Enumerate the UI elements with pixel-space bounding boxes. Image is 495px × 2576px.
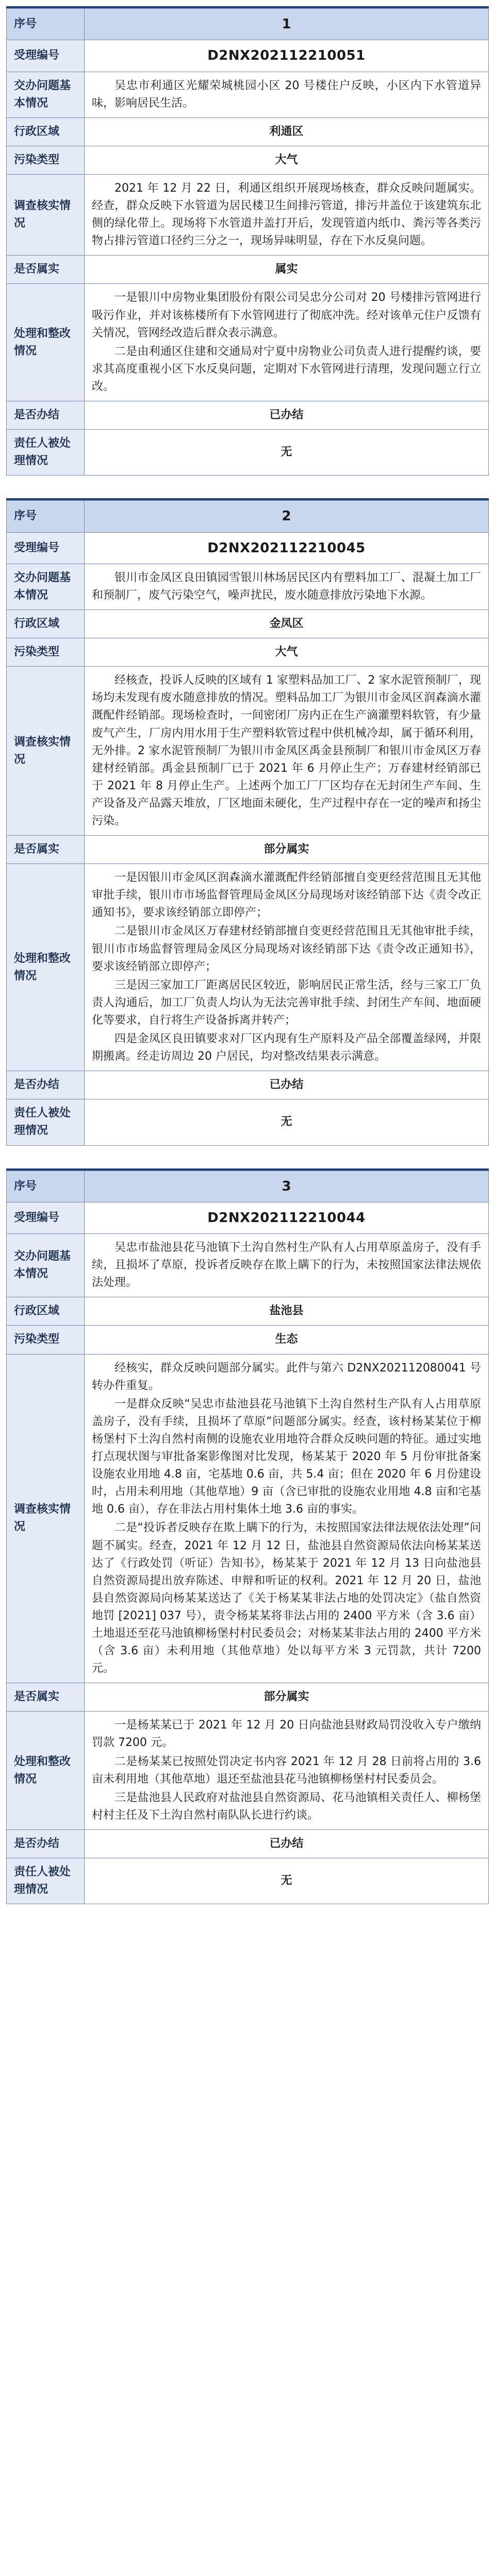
value-seq: 2 [85,501,489,532]
label-seq: 序号 [7,501,85,532]
handling-paragraph: 四是金凤区良田镇要求对厂区内现有生产原料及产品全部覆盖绿网，并限期搬离。经走访周边 20 户居民，均对整改结果表示满意。 [92,1032,481,1063]
row-code [7,1202,489,1233]
record-block [6,1168,489,1905]
row-issue [7,72,489,117]
row-pollution [7,146,489,174]
value-handling [85,284,489,401]
handling-paragraph: 三是因三家加工厂距离居民区较近，影响居民正常生活，经与三家工厂负责人沟通后，加工厂负责人均认为无法完善审批手续、封闭生产车间、地面硬化等要求，自行将生产设备拆离并转产； [92,978,481,1027]
label-issue: 交办问题基本情况 [7,72,85,117]
value-verified: 部分属实 [85,836,489,864]
row-pollution [7,1326,489,1354]
row-accountability [7,1858,489,1904]
row-district [7,1297,489,1326]
value-investigation [85,667,489,836]
label-code: 受理编号 [7,532,85,564]
value-handling [85,864,489,1071]
value-investigation [85,1354,489,1683]
issue-paragraph: 银川市金凤区良田镇园雪银川林场居民区内有塑料加工厂、混凝土加工厂和预制厂，废气污染空气，噪声扰民，废水随意排放污染地下水源。 [92,571,481,602]
label-investigation: 调查核实情况 [7,174,85,255]
row-accountability [7,1099,489,1145]
label-investigation: 调查核实情况 [7,1354,85,1683]
row-district [7,117,489,146]
label-closed: 是否办结 [7,1071,85,1099]
label-pollution: 污染类型 [7,1326,85,1354]
issue-paragraph: 吴忠市盐池县花马池镇下土沟自然村生产队有人占用草原盖房子，没有手续，且损坏了草原，投诉者反映存在欺上瞒下的行为，未按照国家法律法规依法处理。 [92,1241,481,1290]
value-handling [85,1711,489,1830]
label-issue: 交办问题基本情况 [7,564,85,609]
value-accountability: 无 [85,1858,489,1904]
handling-paragraph: 二是杨某某已按照处罚决定书内容 2021 年 12 月 28 日前将占用的 3.6 亩未利用地（其他草地）退还至盐池县花马池镇柳杨堡村村民委员会。 [92,1755,481,1786]
label-verified: 是否属实 [7,256,85,284]
value-closed: 已办结 [85,401,489,430]
label-closed: 是否办结 [7,401,85,430]
value-issue [85,72,489,117]
value-code: D2NX202112210045 [85,532,489,564]
row-closed [7,1071,489,1099]
value-issue [85,1234,489,1297]
investigation-paragraph: 一是群众反映“吴忠市盐池县花马池镇下土沟自然村生产队有人占用草原盖房子，没有手续，且损坏了草原”问题部分属实。经查，该村杨某某位于柳杨堡村下土沟自然村南侧的设施农业用地符合群众反映问题的特征。通过实地打点现状图与审批备案影像图对比发现，杨某某于 2020 年 5 月份审批备案设施农业用地 4.8 亩，宅基地 0.6 亩，共 5.4 亩；但在 2020 年 6 月份建设时，占用未利用地（其他草地）9 亩（含已审批的设施农业用地 4.8 亩和宅基地 0.6 亩），存在非法占用村集体土地 3.6 亩的事实。 [92,1397,481,1516]
investigation-paragraph: 经核实，群众反映问题部分属实。此件与第六 D2NX202112080041 号转办件重复。 [92,1361,481,1392]
records-list [6,6,489,1904]
row-code [7,40,489,72]
value-district: 盐池县 [85,1297,489,1326]
row-closed [7,401,489,430]
row-investigation [7,174,489,255]
value-district: 利通区 [85,117,489,146]
record-table [6,500,489,1145]
investigation-paragraph: 经核查，投诉人反映的区域有 1 家塑料品加工厂、2 家水泥管预制厂，现场均未发现有废水随意排放的情况。塑料品加工厂为银川市金凤区润森滴水灌溉配件经销部。现场检查时，一间密闭厂房内正在生产滴灌塑料软管，有少量废气产生，厂房内用水用于生产塑料软管过程中供机械冷却，属于循环利用，无外排。2 家水泥管预制厂为银川市金凤区禹金县预制厂和银川市金凤区万春建材经销部。禹金县预制厂已于 2021 年 6 月停止生产；万春建材经销部已于 2021 年 8 月停止生产。上述两个加工厂厂区均存在无封闭生产车间、生产设备及产品露天堆放，厂区地面未硬化，生产过程中存在一定的噪声和扬尘污染。 [92,674,481,827]
value-verified: 属实 [85,256,489,284]
row-seq [7,501,489,532]
value-issue [85,564,489,609]
label-handling: 处理和整改情况 [7,284,85,401]
label-accountability: 责任人被处理情况 [7,1858,85,1904]
label-pollution: 污染类型 [7,146,85,174]
handling-paragraph: 一是杨某某已于 2021 年 12 月 20 日向盐池县财政局罚没收入专户缴纳罚款 7200 元。 [92,1719,481,1750]
record-block [6,6,489,476]
value-pollution: 生态 [85,1326,489,1354]
value-closed: 已办结 [85,1071,489,1099]
handling-paragraph: 三是盐池县人民政府对盐池县自然资源局、花马池镇相关责任人、柳杨堡村村主任及下土沟自然村南队队长进行约谈。 [92,1791,481,1822]
row-pollution [7,638,489,667]
row-investigation [7,1354,489,1683]
value-code: D2NX202112210044 [85,1202,489,1233]
value-verified: 部分属实 [85,1683,489,1711]
label-verified: 是否属实 [7,1683,85,1711]
investigation-paragraph: 二是“投诉者反映存在欺上瞒下的行为，未按照国家法律法规依法处理”问题不属实。经查，2021 年 12 月 12 日，盐池县自然资源局依法向杨某某送达了《行政处罚（听证）告知书》，杨某某于 2021 年 12 月 13 日向盐池县自然资源局提出放弃陈述、申辩和听证的权利。2021 年 12 月 20 日，盐池县自然资源局向杨某某送达了《关于杨某某非法占地的处罚决定》（盐自然资地罚 [2021] 037 号），责令杨某某将非法占用的 2400 平方米（含 3.6 亩）土地退还至花马池镇柳杨堡村村民委员会；对杨某某非法占用的 2400 平方米（含 3.6 亩）未利用地（其他草地）处以每平方米 3 元罚款，共计 7200 元。 [92,1521,481,1675]
label-investigation: 调查核实情况 [7,667,85,836]
issue-paragraph: 吴忠市利通区光耀荣城桃园小区 20 号楼住户反映，小区内下水管道异味，影响居民生活。 [92,79,481,110]
handling-paragraph: 二是银川市金凤区万春建材经销部擅自变更经营范围且无其他审批手续，银川市市场监督管理局金凤区分局现场对该经销部下达《责令改正通知书》，要求该经销部立即停产； [92,925,481,973]
label-accountability: 责任人被处理情况 [7,1099,85,1145]
row-handling [7,1711,489,1830]
value-pollution: 大气 [85,146,489,174]
record-top-rule [6,1168,489,1905]
label-district: 行政区域 [7,610,85,638]
row-district [7,610,489,638]
value-district: 金凤区 [85,610,489,638]
label-verified: 是否属实 [7,836,85,864]
record-top-rule [6,6,489,476]
label-handling: 处理和整改情况 [7,1711,85,1830]
label-code: 受理编号 [7,1202,85,1233]
handling-paragraph: 一是银川中房物业集团股份有限公司吴忠分公司对 20 号楼排污管网进行吸污作业，并对该栋楼所有下水管网进行了彻底冲洗。经对该单元住户反馈有关情况，管网经改造后群众表示满意。 [92,291,481,340]
value-investigation [85,174,489,255]
row-verified [7,1683,489,1711]
record-table [6,1171,489,1905]
row-issue [7,1234,489,1297]
row-issue [7,564,489,609]
value-closed: 已办结 [85,1829,489,1858]
label-district: 行政区域 [7,117,85,146]
row-investigation [7,667,489,836]
value-seq: 1 [85,9,489,40]
handling-paragraph: 二是由利通区住建和交通局对宁夏中房物业公司负责人进行提醒约谈，要求其高度重视小区下水反臭问题，定期对下水管网进行清理，发现问题立行立改。 [92,345,481,393]
value-accountability: 无 [85,1099,489,1145]
investigation-paragraph: 2021 年 12 月 22 日，利通区组织开展现场核查，群众反映问题属实。经查，群众反映下水管道为居民楼卫生间排污管道，排污井盖位于该建筑东北侧的绿化带上。现场将下水管道井盖打开后，发现管道内纸巾、粪污等各类污物占排污管道口径约三分之一，现场异味明显，存在下水反臭问题。 [92,181,481,248]
row-accountability [7,430,489,476]
row-closed [7,1829,489,1858]
row-handling [7,864,489,1071]
row-verified [7,256,489,284]
value-accountability: 无 [85,430,489,476]
label-seq: 序号 [7,9,85,40]
label-seq: 序号 [7,1171,85,1202]
row-seq [7,1171,489,1202]
row-code [7,532,489,564]
handling-paragraph: 一是因银川市金凤区润森滴水灌溉配件经销部擅自变更经营范围且无其他审批手续，银川市市场监督管理局金凤区分局现场对该经销部下达《责令改正通知书》，要求该经销部立即停产； [92,871,481,920]
label-issue: 交办问题基本情况 [7,1234,85,1297]
row-handling [7,284,489,401]
value-code: D2NX202112210051 [85,40,489,72]
label-district: 行政区域 [7,1297,85,1326]
value-seq: 3 [85,1171,489,1202]
row-verified [7,836,489,864]
label-accountability: 责任人被处理情况 [7,430,85,476]
label-code: 受理编号 [7,40,85,72]
record-table [6,8,489,476]
label-handling: 处理和整改情况 [7,864,85,1071]
record-top-rule [6,498,489,1145]
label-closed: 是否办结 [7,1829,85,1858]
label-pollution: 污染类型 [7,638,85,667]
row-seq [7,9,489,40]
record-block [6,498,489,1145]
value-pollution: 大气 [85,638,489,667]
